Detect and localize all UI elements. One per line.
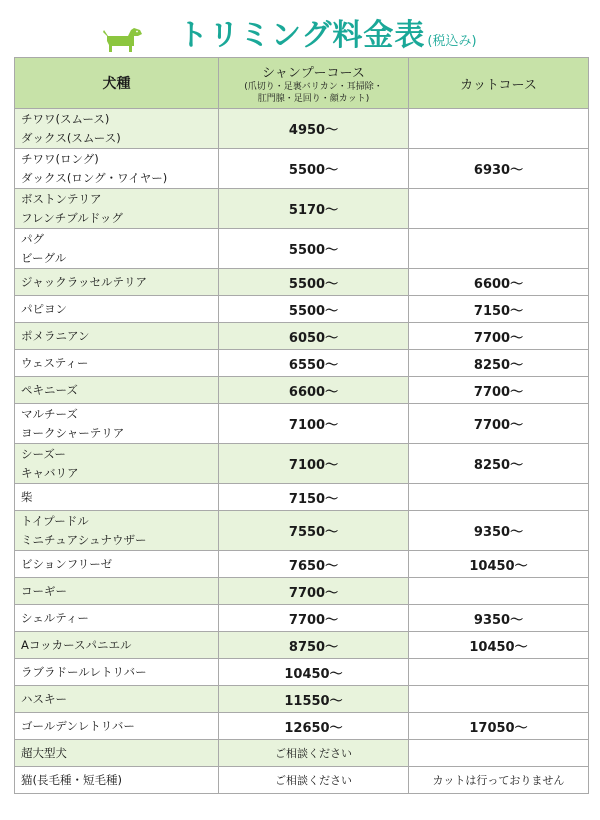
breed-cell <box>15 551 219 578</box>
breed-cell <box>15 149 219 189</box>
shampoo-price: 7100～ <box>219 404 409 444</box>
breed-name: ポメラニアン <box>21 328 90 343</box>
breed-name: 超大型犬 <box>21 745 67 760</box>
table-row <box>15 659 589 686</box>
header-shampoo-sub2: 肛門腺・足回り・顔カット) <box>257 93 370 104</box>
shampoo-price: 7550～ <box>219 511 409 551</box>
table-row <box>15 444 589 484</box>
breed-cell <box>15 109 219 149</box>
cut-price: 7700～ <box>409 323 589 350</box>
breed-cell <box>15 377 219 404</box>
shampoo-price: ご相談ください <box>219 767 409 794</box>
shampoo-price: 8750～ <box>219 632 409 659</box>
breed-name-2: キャバリア <box>21 465 79 480</box>
shampoo-price: 10450～ <box>219 659 409 686</box>
shampoo-price: 5500～ <box>219 149 409 189</box>
table-row <box>15 713 589 740</box>
breed-cell <box>15 444 219 484</box>
cut-price: 17050～ <box>409 713 589 740</box>
table-row <box>15 605 589 632</box>
shampoo-price: 5500～ <box>219 229 409 269</box>
cut-price <box>409 189 589 229</box>
shampoo-price: 5500～ <box>219 296 409 323</box>
cut-price <box>409 686 589 713</box>
breed-name: シェルティー <box>21 610 89 625</box>
cut-price <box>409 740 589 767</box>
cut-price: 7700～ <box>409 404 589 444</box>
breed-name: マルチーズ <box>21 406 78 421</box>
cut-price <box>409 109 589 149</box>
cut-price: 7700～ <box>409 377 589 404</box>
breed-name: ゴールデンレトリバー <box>21 718 135 733</box>
breed-cell <box>15 578 219 605</box>
shampoo-price: 7100～ <box>219 444 409 484</box>
table-row <box>15 296 589 323</box>
shampoo-price: ご相談ください <box>219 740 409 767</box>
header-cut: カットコース <box>409 58 589 109</box>
breed-name: パグ <box>21 231 44 246</box>
breed-cell <box>15 713 219 740</box>
shampoo-price: 7700～ <box>219 578 409 605</box>
cut-price: 10450～ <box>409 551 589 578</box>
breed-name: 柴 <box>21 489 33 504</box>
header-shampoo-label: シャンプーコース <box>262 65 365 81</box>
breed-cell <box>15 605 219 632</box>
breed-cell <box>15 189 219 229</box>
shampoo-price: 7650～ <box>219 551 409 578</box>
shampoo-price: 11550～ <box>219 686 409 713</box>
breed-name-2: ミニチュアシュナウザー <box>21 532 147 547</box>
breed-name: コーギー <box>21 583 67 598</box>
shampoo-price: 12650～ <box>219 713 409 740</box>
table-row <box>15 323 589 350</box>
cut-price: 6600～ <box>409 269 589 296</box>
table-row <box>15 404 589 444</box>
shampoo-price: 6550～ <box>219 350 409 377</box>
table-row <box>15 189 589 229</box>
breed-cell <box>15 296 219 323</box>
shampoo-price: 4950～ <box>219 109 409 149</box>
table-row <box>15 511 589 551</box>
breed-name: Aコッカースパニエル <box>21 637 132 652</box>
breed-name-2: ヨークシャーテリア <box>21 425 125 440</box>
table-row <box>15 632 589 659</box>
breed-cell <box>15 511 219 551</box>
breed-name: ペキニーズ <box>21 382 78 397</box>
cut-price: 7150～ <box>409 296 589 323</box>
cut-price <box>409 578 589 605</box>
table-row <box>15 269 589 296</box>
breed-name-2: ビーグル <box>21 250 67 265</box>
breed-cell <box>15 269 219 296</box>
breed-name: チワワ(ロング) <box>21 151 99 166</box>
breed-cell <box>15 659 219 686</box>
cut-price: 8250～ <box>409 444 589 484</box>
breed-cell <box>15 740 219 767</box>
shampoo-price: 6050～ <box>219 323 409 350</box>
table-row <box>15 149 589 189</box>
breed-name: ジャックラッセルテリア <box>21 274 148 289</box>
breed-name: チワワ(スムース) <box>21 111 110 126</box>
header-breed: 犬種 <box>15 58 219 109</box>
table-row <box>15 350 589 377</box>
breed-cell <box>15 484 219 511</box>
shampoo-price: 5170～ <box>219 189 409 229</box>
cut-price: 9350～ <box>409 511 589 551</box>
breed-cell <box>15 767 219 794</box>
breed-name-2: ダックス(ロング・ワイヤー) <box>21 170 168 185</box>
breed-name: ウェスティー <box>21 355 89 370</box>
breed-cell <box>15 323 219 350</box>
title-text: トリミング料金表 <box>178 18 426 53</box>
cut-price: 10450～ <box>409 632 589 659</box>
breed-name: ボストンテリア <box>21 191 102 206</box>
shampoo-price: 7700～ <box>219 605 409 632</box>
table-row <box>15 109 589 149</box>
header-shampoo <box>219 58 409 109</box>
table-header-row <box>15 58 589 109</box>
breed-name: ビションフリーゼ <box>21 556 113 571</box>
table-row <box>15 767 589 794</box>
table-row <box>15 578 589 605</box>
page-title <box>178 10 477 54</box>
cut-price: 6930～ <box>409 149 589 189</box>
cut-price: 8250～ <box>409 350 589 377</box>
price-table <box>14 57 589 794</box>
table-row <box>15 686 589 713</box>
page-header <box>0 0 600 56</box>
dog-icon <box>100 24 144 54</box>
breed-name-2: ダックス(スムース) <box>21 130 121 145</box>
header-shampoo-sub1: (爪切り・足裏バリカン・耳掃除・ <box>244 81 383 92</box>
breed-name: 猫(長毛種・短毛種) <box>21 772 122 787</box>
breed-name-2: フレンチブルドッグ <box>21 210 123 225</box>
shampoo-price: 7150～ <box>219 484 409 511</box>
shampoo-price: 5500～ <box>219 269 409 296</box>
table-row <box>15 229 589 269</box>
breed-cell <box>15 229 219 269</box>
table-row <box>15 484 589 511</box>
breed-cell <box>15 686 219 713</box>
cut-price <box>409 659 589 686</box>
cut-price: 9350～ <box>409 605 589 632</box>
breed-name: パピヨン <box>21 301 67 316</box>
breed-name: ラブラドールレトリバー <box>21 664 147 679</box>
table-row <box>15 740 589 767</box>
table-row <box>15 377 589 404</box>
table-row <box>15 551 589 578</box>
breed-name: トイプードル <box>21 513 89 528</box>
breed-cell <box>15 632 219 659</box>
breed-name: シーズー <box>21 446 66 461</box>
breed-cell <box>15 350 219 377</box>
shampoo-price: 6600～ <box>219 377 409 404</box>
cut-price <box>409 229 589 269</box>
tax-note: (税込み) <box>427 34 477 49</box>
breed-cell <box>15 404 219 444</box>
cut-price: カットは行っておりません <box>409 767 589 794</box>
breed-name: ハスキー <box>21 691 67 706</box>
cut-price <box>409 484 589 511</box>
